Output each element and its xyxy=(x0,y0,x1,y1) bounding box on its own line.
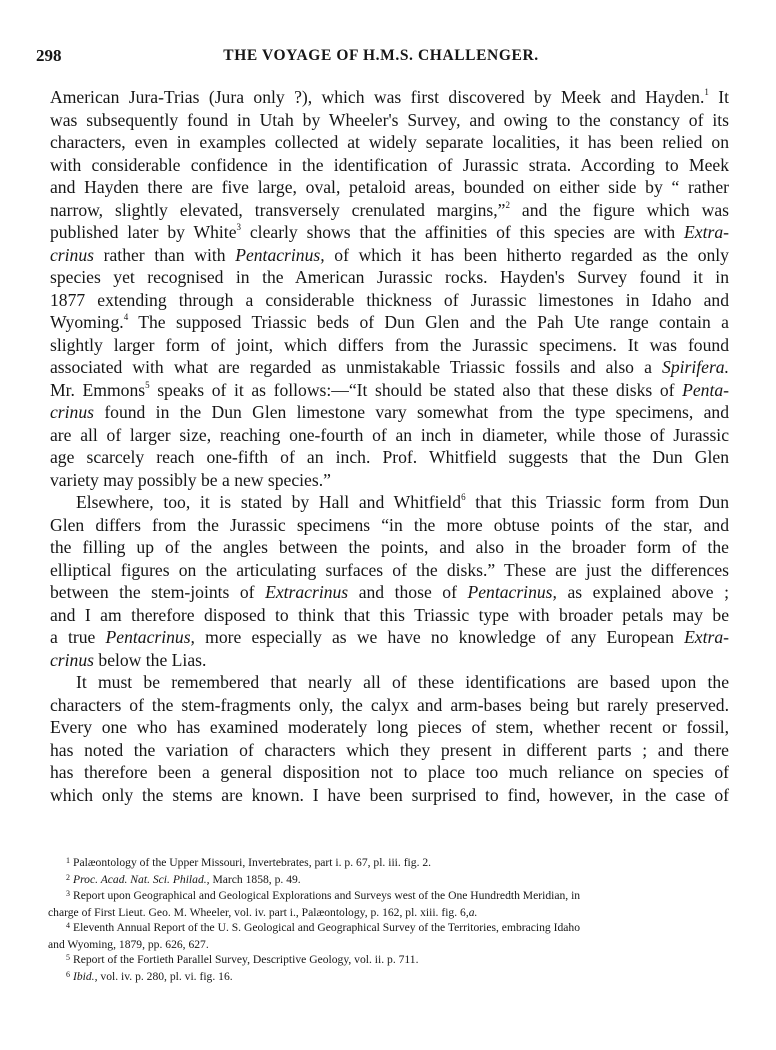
footnote-3: $^3$ Report upon Geographical and Geological Explorations and Surveys west of the One Hundredth Meridian, in xyxy=(66,889,581,902)
footnote-5: $^5$ Report of the Fortieth Parallel Survey, Descriptive Geology, vol. ii. p. 711. xyxy=(66,953,419,966)
text-line: elliptical figures on the articulating surfaces of the disks.” These are just the differences xyxy=(50,559,729,580)
text-line: between the stem-joints of Extracrinus and those of Pentacrinus, as explained above ; xyxy=(50,582,729,602)
text-line: slightly larger form of joint, which differs from the Jurassic specimens. It was found xyxy=(50,334,729,355)
text-line: has noted the variation of characters which they present in different parts ; and there xyxy=(50,739,729,760)
text-line: was subsequently found in Utah by Wheeler's Survey, and owing to the constancy of its xyxy=(50,109,729,130)
text-line: and I am therefore disposed to think that this Triassic type with broader petals may be xyxy=(50,604,729,625)
footnote-ref: 6 xyxy=(461,492,466,503)
text-line: a true Pentacrinus, more especially as we have no knowledge of any European Extra- xyxy=(50,627,730,647)
footnotes xyxy=(48,855,728,985)
text-line: which only the stems are known. I have been surprised to find, however, in the case of xyxy=(50,784,729,805)
footnote-ref: 3 xyxy=(236,222,242,233)
text-line: Every one who has examined moderately long pieces of stem, whether recent or fossil, xyxy=(50,717,729,737)
text-line: Mr. Emmons$^5$ speaks of it as follows:—“It should be stated also that these disks of Penta- xyxy=(50,379,729,400)
text-line: species yet recognised in the American Jurassic rocks. Hayden's Survey found it in xyxy=(50,267,729,287)
text-line: are all of larger size, reaching one-fourth of an inch in diameter, while those of Jurassic xyxy=(50,424,729,445)
text-line: crinus below the Lias. xyxy=(50,649,207,670)
text-line: characters of the stem-fragments only, the calyx and arm-bases being but rarely preserved. xyxy=(50,694,729,715)
text-line: narrow, slightly elevated, transversely crenulated margins,”$^2$ and the figure which was xyxy=(50,199,729,220)
text-line: and Hayden there are five large, oval, petaloid areas, bounded on either side by “ rather xyxy=(50,177,729,197)
footnote-2: $^2$ Proc. Acad. Nat. Sci. Philad., March 1858, p. 49. xyxy=(66,872,301,886)
footnote-ref: 5 xyxy=(145,379,150,390)
text-line: age scarcely reach one-fifth of an inch. Prof. Whitfield suggests that the Dun Glen xyxy=(50,447,729,467)
text-line: crinus rather than with Pentacrinus, of which it has been hitherto regarded as the only xyxy=(50,244,729,265)
text-line: American Jura-Trias (Jura only ?), which was first discovered by Meek and Hayden.$^1$ It xyxy=(50,87,730,107)
text-line: Wyoming.$^4$ The supposed Triassic beds of Dun Glen and the Pah Ute range contain a xyxy=(50,312,729,332)
footnote-4: $^4$ Eleventh Annual Report of the U. S. Geological and Geographical Survey of the Territories, embracing Idaho xyxy=(66,921,581,934)
text-line: published later by White$^3$ clearly shows that the affinities of this species are with Extra- xyxy=(50,222,729,242)
page-number: 298 xyxy=(36,46,62,65)
body-text xyxy=(50,86,729,806)
text-line: variety may possibly be a new species.” xyxy=(50,469,331,490)
text-line: characters, even in examples collected at widely separate localities, it has been relied on xyxy=(50,132,729,152)
text-line: the filling up of the angles between the points, and also in the broader form of the xyxy=(50,537,729,557)
page-header xyxy=(36,46,726,68)
footnote-ref: 1 xyxy=(704,87,709,98)
footnote-ref: 2 xyxy=(505,199,510,210)
footnote-3-continued: charge of First Lieut. Geo. M. Wheeler, vol. iv. part i., Palæontology, p. 162, pl. xiii. fig. 6,a. xyxy=(48,905,478,919)
text-line: 1877 extending through a considerable thickness of Jurassic limestones in Idaho and xyxy=(50,289,729,310)
text-line: associated with what are regarded as unmistakable Triassic fossils and also a Spirifera. xyxy=(50,357,729,377)
text-line: Elsewhere, too, it is stated by Hall and Whitfield$^6$ that this Triassic form from Dun xyxy=(76,492,729,512)
text-line: with considerable confidence in the identification of Jurassic strata. According to Meek xyxy=(50,154,729,175)
footnote-6: $^6$ Ibid., vol. iv. p. 280, pl. vi. fig. 16. xyxy=(66,969,233,983)
text-line: It must be remembered that nearly all of these identifications are based upon the xyxy=(76,672,729,692)
footnote-1: $^1$ Palæontology of the Upper Missouri, Invertebrates, part i. p. 67, pl. iii. fig. 2. xyxy=(66,856,432,869)
text-line: has therefore been a general disposition not to place too much reliance on species of xyxy=(50,762,729,782)
footnote-ref: 4 xyxy=(123,312,129,323)
footnote-4-continued: and Wyoming, 1879, pp. 626, 627. xyxy=(48,937,209,951)
text-line: crinus found in the Dun Glen limestone vary somewhat from the type specimens, and xyxy=(50,402,729,422)
text-line: Glen differs from the Jurassic specimens “in the more obtuse points of the star, and xyxy=(50,514,729,535)
running-head: THE VOYAGE OF H.M.S. CHALLENGER. xyxy=(223,47,539,64)
